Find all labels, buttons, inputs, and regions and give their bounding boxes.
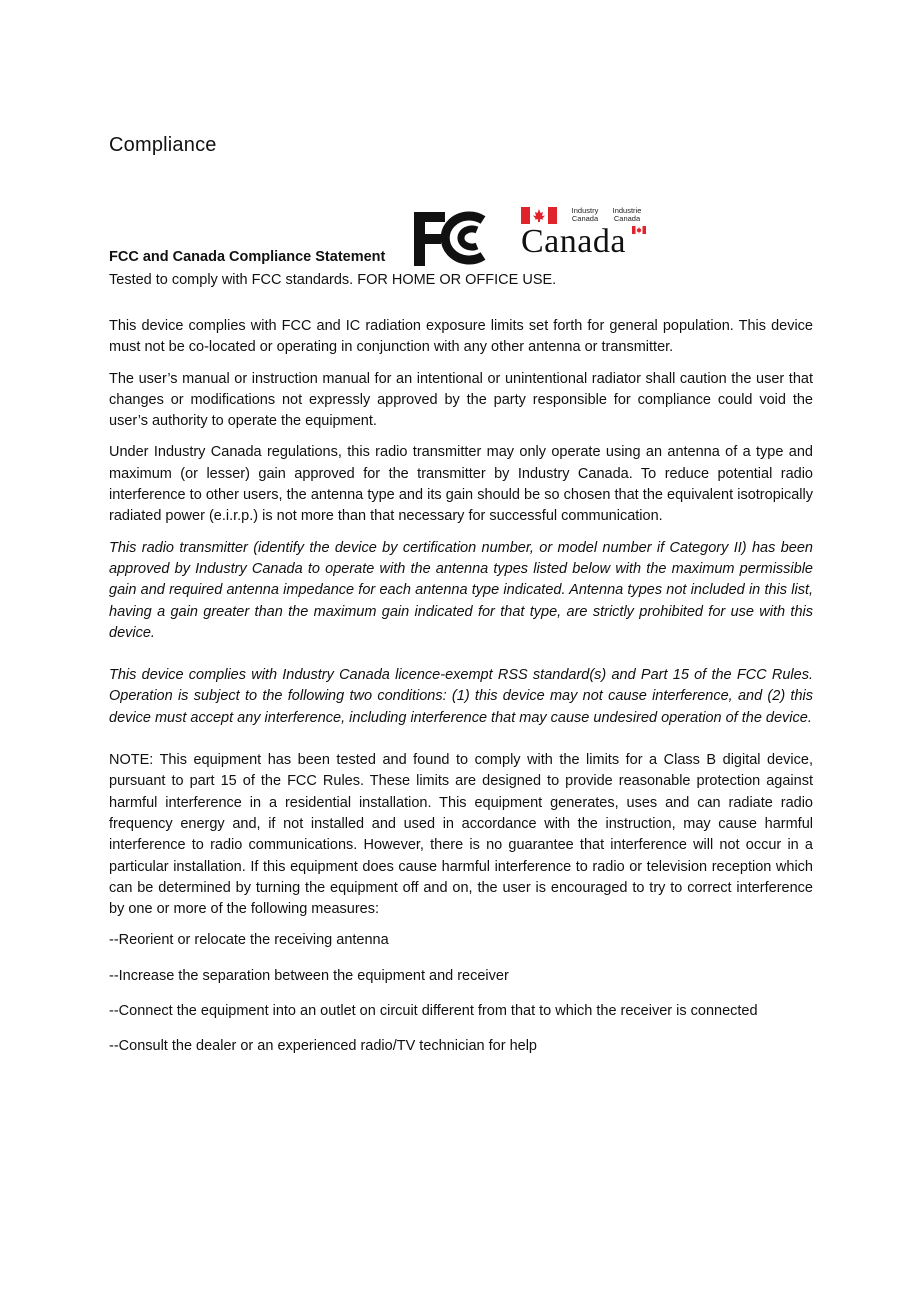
compliance-header — [109, 200, 813, 270]
compliance-body — [109, 316, 813, 1072]
rss-part15-paragraph: This device complies with Industry Canada licence-exempt RSS standard(s) and Part 15 of the FCC Rules. Operation is subject to the following two conditions: (1) this device may not cause interference, and (2) this device must accept any interference, including interference that may cause undesired operation of the device. — [109, 667, 813, 726]
wordmark-flag-icon — [632, 226, 646, 234]
industry-canada-label: Industry Canada — [571, 206, 599, 223]
class-b-note-paragraph: NOTE: This equipment has been tested and found to comply with the limits for a Class B digital device, pursuant to part 15 of the FCC Rules. These limits are designed to provide reasonable protection against harmful interference in a residential installation. This equipment generates, uses and can radiate radio frequency energy and, if not installed and used in accordance with the instruction, may cause harmful interference to radio communications. However, there is no guarantee that interference will not occur in a particular installation. If this equipment does cause harmful interference to radio or television reception which can be determined by turning the equipment off and on, the user is encouraged to try to correct interference by one or more of the following measures: — [109, 752, 813, 918]
industry-canada-antenna-paragraph: Under Industry Canada regulations, this radio transmitter may only operate using an antenna of a type and maximum (or lesser) gain approved for the transmitter by Industry Canada. To reduce potential radio interference to other users, the antenna type and its gain should be so chosen that the equivalent isotropically radiated power (e.i.r.p.) is not more than that necessary for successful communication. — [109, 444, 813, 525]
antenna-types-paragraph: This radio transmitter (identify the device by certification number, or model number if Category II) has been approved by Industry Canada to operate with the antenna types listed below with the maximum permissible gain and required antenna impedance for each antenna type indicated. Antenna types not included in this list, having a gain greater than the maximum gain indicated for that type, are strictly prohibited for use with this device. — [109, 539, 813, 641]
measure-item: --Connect the equipment into an outlet on circuit different from that to which the receiver is connected — [109, 1003, 758, 1020]
measure-item: --Increase the separation between the equipment and receiver — [109, 967, 509, 984]
section-heading: FCC and Canada Compliance Statement — [109, 249, 386, 265]
rf-exposure-paragraph: This device complies with FCC and IC radiation exposure limits set forth for general population. This device must not be co-located or operating in conjunction with any other antenna or transmitter. — [109, 318, 813, 356]
canada-flag-icon — [521, 207, 557, 224]
canada-wordmark: Canada — [521, 223, 626, 260]
modification-warning-paragraph: The user’s manual or instruction manual for an intentional or unintentional radiator shall caution the user that changes or modifications not expressly approved by the party responsible for compliance could void the user’s authority to operate the equipment. — [109, 370, 813, 430]
page-title: Compliance — [109, 134, 217, 156]
industrie-canada-label: Industrie Canada — [612, 206, 642, 223]
measure-item: --Consult the dealer or an experienced radio/TV technician for help — [109, 1038, 537, 1055]
industry-canada-logo — [519, 204, 649, 264]
tested-statement: Tested to comply with FCC standards. FOR HOME OR OFFICE USE. — [109, 272, 557, 288]
fcc-logo-icon — [411, 208, 493, 268]
measure-item: --Reorient or relocate the receiving antenna — [109, 932, 389, 949]
